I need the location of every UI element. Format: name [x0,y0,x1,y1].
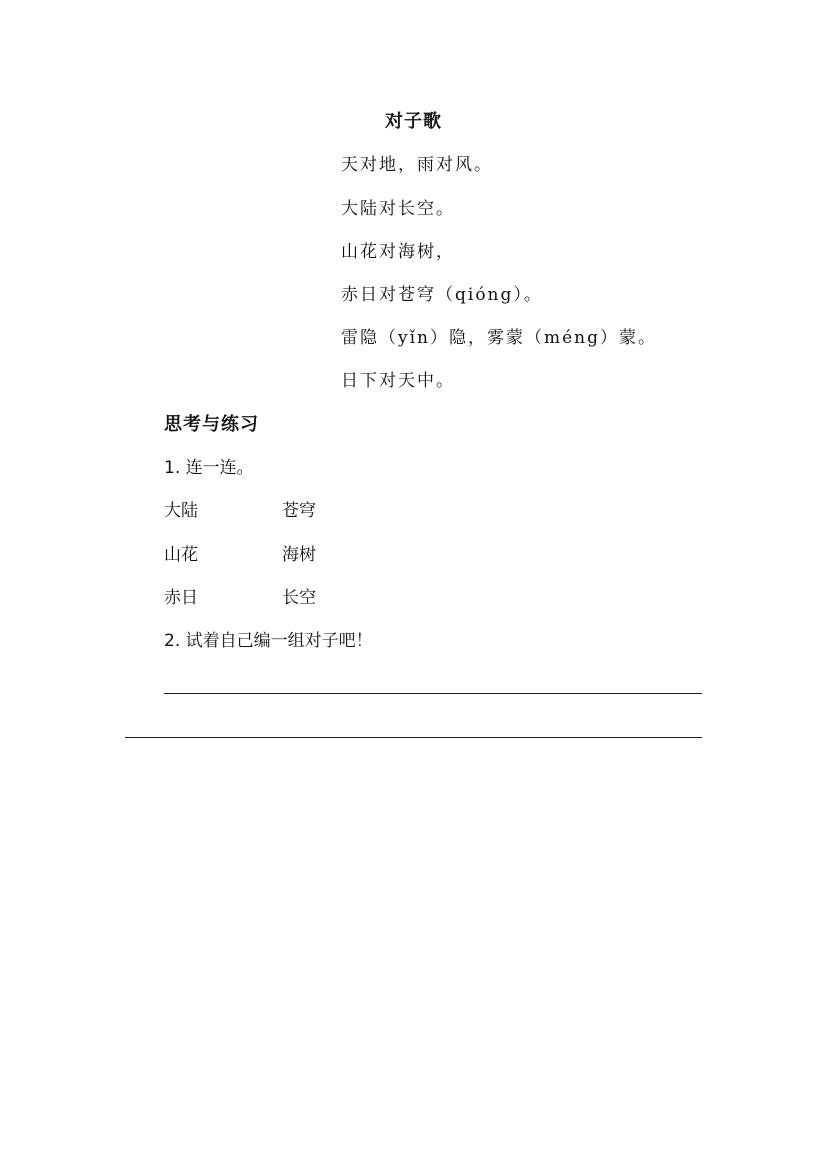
poem-line-2: 大陆对长空。 [341,199,455,219]
question-1: 1. 连一连。 [164,458,254,478]
match-right-word-2[interactable]: 海树 [282,545,316,565]
poem-line-4: 赤日对苍穹（qióng）。 [341,285,543,305]
question-2: 2. 试着自己编一组对子吧！ [164,631,373,651]
match-left-word-3[interactable]: 赤日 [164,588,198,608]
poem-line-3: 山花对海树， [341,242,455,262]
poem-line-6: 日下对天中。 [341,371,455,391]
match-right-word-3[interactable]: 长空 [282,588,316,608]
answer-line-2[interactable] [125,737,702,738]
poem-line-5: 雷隐（yǐn）隐，雾蒙（méng）蒙。 [341,328,658,348]
exercise-heading: 思考与练习 [164,414,259,435]
poem-line-1: 天对地，雨对风。 [341,155,493,175]
match-left-word-1[interactable]: 大陆 [164,501,198,521]
answer-line-1[interactable] [164,693,702,694]
match-right-word-1[interactable]: 苍穹 [282,501,316,521]
match-left-word-2[interactable]: 山花 [164,545,198,565]
poem-title: 对子歌 [385,111,442,132]
